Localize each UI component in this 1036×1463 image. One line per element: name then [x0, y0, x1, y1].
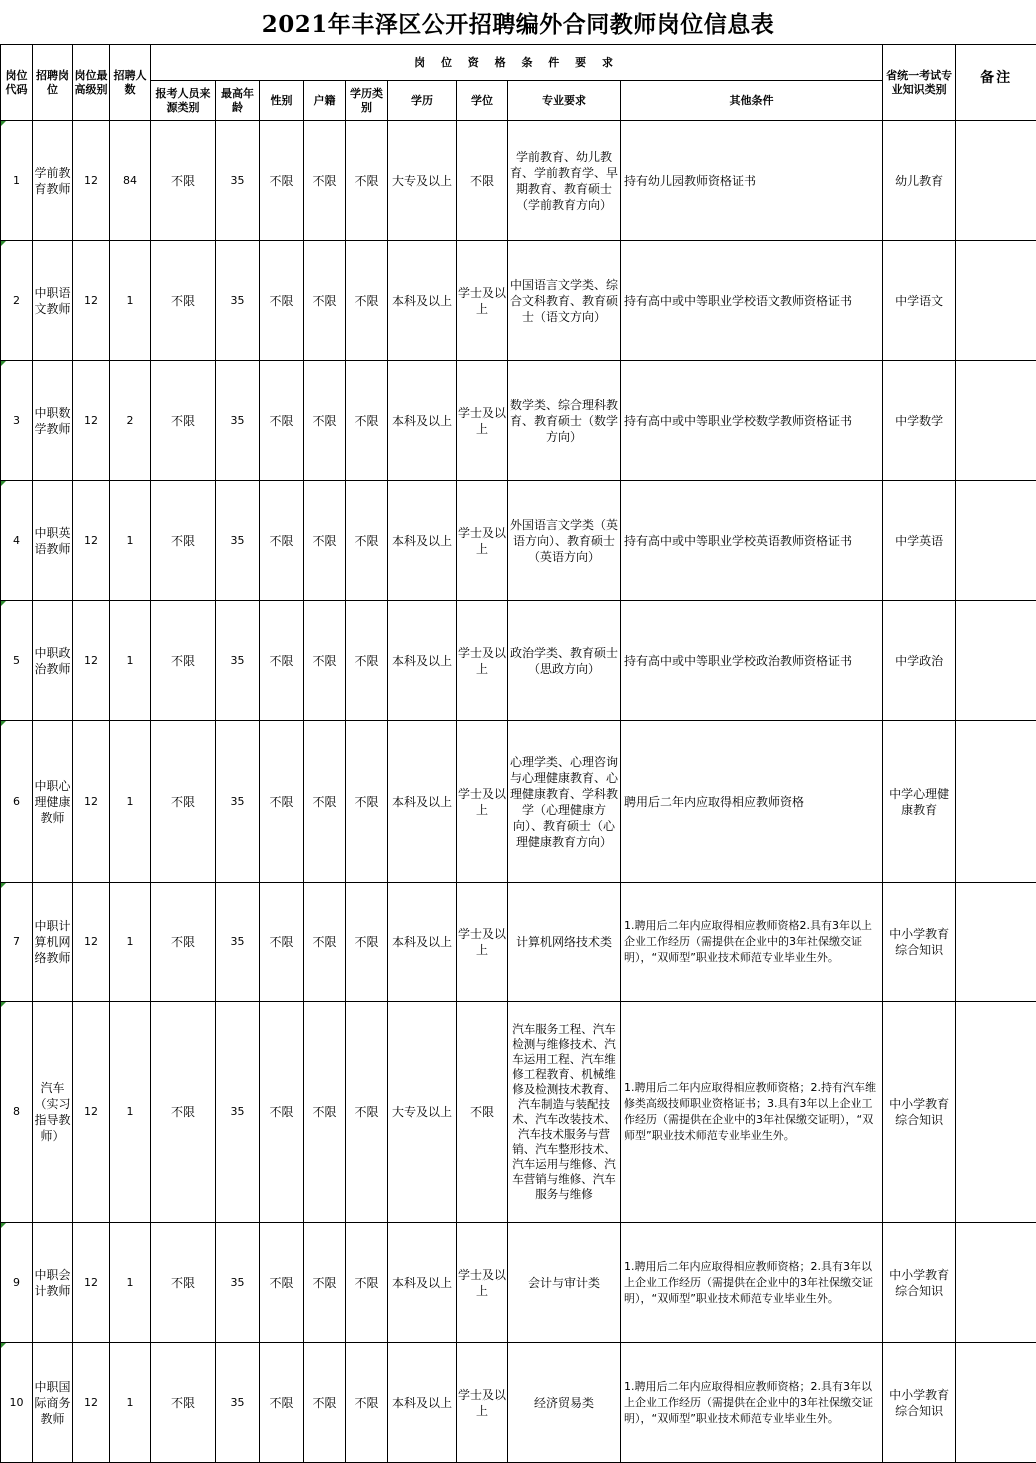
- row-gender: 不限: [260, 361, 304, 481]
- row-level: 12: [73, 1002, 110, 1223]
- row-gender: 不限: [260, 601, 304, 721]
- row-count: 84: [110, 121, 151, 241]
- row-education: 大专及以上: [388, 1002, 457, 1223]
- row-remark: [956, 1343, 1036, 1463]
- row-remark: [956, 361, 1036, 481]
- row-level: 12: [73, 1223, 110, 1343]
- row-level: 12: [73, 601, 110, 721]
- row-code: 6: [1, 721, 33, 883]
- header-requirements-group: 岗 位 资 格 条 件 要 求: [151, 45, 883, 81]
- row-remark: [956, 481, 1036, 601]
- row-code: 2: [1, 241, 33, 361]
- header-post: 招聘岗位: [33, 45, 73, 121]
- row-source: 不限: [151, 1223, 216, 1343]
- row-degree: 学士及以上: [457, 361, 508, 481]
- header-degree: 学位: [457, 81, 508, 121]
- row-source: 不限: [151, 121, 216, 241]
- row-age: 35: [216, 1002, 260, 1223]
- row-gender: 不限: [260, 121, 304, 241]
- row-other: 1.聘用后二年内应取得相应教师资格；2.具有3年以上企业工作经历（需提供在企业中的3年社保缴交证明），“双师型”职业技术师范专业毕业生外。: [621, 1343, 883, 1463]
- table-row: [1, 1343, 1036, 1463]
- row-gender: 不限: [260, 481, 304, 601]
- row-education: 本科及以上: [388, 481, 457, 601]
- row-hukou: 不限: [304, 601, 346, 721]
- row-post: 汽车（实习指导教师）: [33, 1002, 73, 1223]
- row-post: 学前教育教师: [33, 121, 73, 241]
- row-education: 本科及以上: [388, 883, 457, 1002]
- row-post: 中职语文教师: [33, 241, 73, 361]
- row-degree: 不限: [457, 121, 508, 241]
- row-education: 本科及以上: [388, 1343, 457, 1463]
- row-edu-type: 不限: [346, 1223, 388, 1343]
- row-edu-type: 不限: [346, 1343, 388, 1463]
- header-education: 学历: [388, 81, 457, 121]
- row-source: 不限: [151, 361, 216, 481]
- row-code: 1: [1, 121, 33, 241]
- row-level: 12: [73, 361, 110, 481]
- row-age: 35: [216, 601, 260, 721]
- row-degree: 学士及以上: [457, 241, 508, 361]
- row-source: 不限: [151, 481, 216, 601]
- table-row: [1, 481, 1036, 601]
- row-major: 会计与审计类: [508, 1223, 621, 1343]
- header-major: 专业要求: [508, 81, 621, 121]
- row-age: 35: [216, 361, 260, 481]
- row-age: 35: [216, 883, 260, 1002]
- row-level: 12: [73, 121, 110, 241]
- row-education: 本科及以上: [388, 721, 457, 883]
- row-major: 中国语言文学类、综合文科教育、教育硕士（语文方向）: [508, 241, 621, 361]
- row-exam-category: 中学语文: [883, 241, 956, 361]
- row-age: 35: [216, 721, 260, 883]
- table-row: [1, 121, 1036, 241]
- row-other: 持有幼儿园教师资格证书: [621, 121, 883, 241]
- table-row: [1, 883, 1036, 1002]
- row-level: 12: [73, 481, 110, 601]
- row-post: 中职国际商务教师: [33, 1343, 73, 1463]
- job-info-table: [0, 44, 1036, 1463]
- row-exam-category: 中小学教育综合知识: [883, 1343, 956, 1463]
- row-level: 12: [73, 721, 110, 883]
- table-row: [1, 361, 1036, 481]
- header-age: 最高年龄: [216, 81, 260, 121]
- row-major: 政治学类、教育硕士（思政方向）: [508, 601, 621, 721]
- row-remark: [956, 241, 1036, 361]
- row-other: 持有高中或中等职业学校英语教师资格证书: [621, 481, 883, 601]
- row-remark: [956, 121, 1036, 241]
- row-code: 3: [1, 361, 33, 481]
- row-degree: 学士及以上: [457, 601, 508, 721]
- row-other: 1.聘用后二年内应取得相应教师资格2.具有3年以上企业工作经历（需提供在企业中的3年社保缴交证明），“双师型”职业技术师范专业毕业生外。: [621, 883, 883, 1002]
- row-post: 中职政治教师: [33, 601, 73, 721]
- row-level: 12: [73, 241, 110, 361]
- row-code: 9: [1, 1223, 33, 1343]
- page-title: 2021年丰泽区公开招聘编外合同教师岗位信息表: [0, 0, 1036, 44]
- row-level: 12: [73, 883, 110, 1002]
- header-hukou: 户籍: [304, 81, 346, 121]
- table-row: [1, 1223, 1036, 1343]
- row-source: 不限: [151, 601, 216, 721]
- row-exam-category: 幼儿教育: [883, 121, 956, 241]
- row-hukou: 不限: [304, 721, 346, 883]
- row-code: 8: [1, 1002, 33, 1223]
- row-count: 1: [110, 1223, 151, 1343]
- row-hukou: 不限: [304, 883, 346, 1002]
- row-code: 5: [1, 601, 33, 721]
- row-gender: 不限: [260, 721, 304, 883]
- row-remark: [956, 601, 1036, 721]
- row-edu-type: 不限: [346, 883, 388, 1002]
- row-code: 4: [1, 481, 33, 601]
- row-code: 10: [1, 1343, 33, 1463]
- header-exam-category: 省统一考试专业知识类别: [883, 45, 956, 121]
- row-level: 12: [73, 1343, 110, 1463]
- row-hukou: 不限: [304, 121, 346, 241]
- row-degree: 学士及以上: [457, 1343, 508, 1463]
- row-edu-type: 不限: [346, 361, 388, 481]
- row-count: 1: [110, 721, 151, 883]
- row-major: 外国语言文学类（英语方向）、教育硕士（英语方向）: [508, 481, 621, 601]
- row-other: 持有高中或中等职业学校数学教师资格证书: [621, 361, 883, 481]
- row-edu-type: 不限: [346, 601, 388, 721]
- row-age: 35: [216, 121, 260, 241]
- row-major: 学前教育、幼儿教育、学前教育学、早期教育、教育硕士（学前教育方向）: [508, 121, 621, 241]
- row-count: 1: [110, 883, 151, 1002]
- row-edu-type: 不限: [346, 241, 388, 361]
- row-post: 中职会计教师: [33, 1223, 73, 1343]
- row-source: 不限: [151, 1002, 216, 1223]
- row-edu-type: 不限: [346, 1002, 388, 1223]
- table-row: [1, 241, 1036, 361]
- row-edu-type: 不限: [346, 121, 388, 241]
- row-remark: [956, 883, 1036, 1002]
- row-remark: [956, 1002, 1036, 1223]
- row-source: 不限: [151, 883, 216, 1002]
- row-other: 持有高中或中等职业学校语文教师资格证书: [621, 241, 883, 361]
- row-remark: [956, 1223, 1036, 1343]
- row-remark: [956, 721, 1036, 883]
- row-major: 心理学类、心理咨询与心理健康教育、心理健康教育、学科教学（心理健康方向）、教育硕士（心理健康教育方向）: [508, 721, 621, 883]
- row-education: 本科及以上: [388, 241, 457, 361]
- row-degree: 不限: [457, 1002, 508, 1223]
- row-other: 1.聘用后二年内应取得相应教师资格；2.持有汽车维修类高级技师职业资格证书；3.具有3年以上企业工作经历（需提供在企业中的3年社保缴交证明），“双师型”职业技术师范专业毕业生外。: [621, 1002, 883, 1223]
- row-age: 35: [216, 481, 260, 601]
- table-row: [1, 1002, 1036, 1223]
- row-gender: 不限: [260, 1223, 304, 1343]
- row-post: 中职计算机网络教师: [33, 883, 73, 1002]
- header-level: 岗位最高级别: [73, 45, 110, 121]
- row-source: 不限: [151, 241, 216, 361]
- row-major: 数学类、综合理科教育、教育硕士（数学方向）: [508, 361, 621, 481]
- row-count: 1: [110, 1002, 151, 1223]
- header-edu-type: 学历类别: [346, 81, 388, 121]
- row-other: 持有高中或中等职业学校政治教师资格证书: [621, 601, 883, 721]
- row-code: 7: [1, 883, 33, 1002]
- row-gender: 不限: [260, 883, 304, 1002]
- row-age: 35: [216, 241, 260, 361]
- row-education: 大专及以上: [388, 121, 457, 241]
- row-exam-category: 中小学教育综合知识: [883, 1223, 956, 1343]
- row-other: 聘用后二年内应取得相应教师资格: [621, 721, 883, 883]
- row-hukou: 不限: [304, 1223, 346, 1343]
- row-gender: 不限: [260, 1343, 304, 1463]
- header-gender: 性别: [260, 81, 304, 121]
- row-edu-type: 不限: [346, 481, 388, 601]
- row-age: 35: [216, 1223, 260, 1343]
- row-exam-category: 中学心理健康教育: [883, 721, 956, 883]
- row-education: 本科及以上: [388, 601, 457, 721]
- header-code: 岗位代码: [1, 45, 33, 121]
- row-hukou: 不限: [304, 361, 346, 481]
- header-remark: 备注: [956, 45, 1036, 121]
- row-education: 本科及以上: [388, 361, 457, 481]
- row-education: 本科及以上: [388, 1223, 457, 1343]
- row-count: 2: [110, 361, 151, 481]
- row-count: 1: [110, 1343, 151, 1463]
- row-count: 1: [110, 241, 151, 361]
- header-other: 其他条件: [621, 81, 883, 121]
- row-source: 不限: [151, 1343, 216, 1463]
- row-count: 1: [110, 481, 151, 601]
- row-source: 不限: [151, 721, 216, 883]
- row-exam-category: 中学政治: [883, 601, 956, 721]
- table-row: [1, 721, 1036, 883]
- row-other: 1.聘用后二年内应取得相应教师资格；2.具有3年以上企业工作经历（需提供在企业中的3年社保缴交证明），“双师型”职业技术师范专业毕业生外。: [621, 1223, 883, 1343]
- row-exam-category: 中学英语: [883, 481, 956, 601]
- row-hukou: 不限: [304, 1343, 346, 1463]
- row-hukou: 不限: [304, 1002, 346, 1223]
- row-major: 汽车服务工程、汽车检测与维修技术、汽车运用工程、汽车维修工程教育、机械维修及检测技术教育、汽车制造与装配技术、汽车改装技术、汽车技术服务与营销、汽车整形技术、汽车运用与维修、汽车营销与维修、汽车服务与维修: [508, 1002, 621, 1223]
- row-degree: 学士及以上: [457, 883, 508, 1002]
- row-degree: 学士及以上: [457, 481, 508, 601]
- row-hukou: 不限: [304, 241, 346, 361]
- row-exam-category: 中学数学: [883, 361, 956, 481]
- row-hukou: 不限: [304, 481, 346, 601]
- row-post: 中职心理健康教师: [33, 721, 73, 883]
- row-post: 中职数学教师: [33, 361, 73, 481]
- row-exam-category: 中小学教育综合知识: [883, 1002, 956, 1223]
- row-edu-type: 不限: [346, 721, 388, 883]
- row-degree: 学士及以上: [457, 1223, 508, 1343]
- row-major: 计算机网络技术类: [508, 883, 621, 1002]
- row-age: 35: [216, 1343, 260, 1463]
- row-post: 中职英语教师: [33, 481, 73, 601]
- row-gender: 不限: [260, 1002, 304, 1223]
- row-degree: 学士及以上: [457, 721, 508, 883]
- row-count: 1: [110, 601, 151, 721]
- header-count: 招聘人数: [110, 45, 151, 121]
- row-exam-category: 中小学教育综合知识: [883, 883, 956, 1002]
- row-gender: 不限: [260, 241, 304, 361]
- header-source: 报考人员来源类别: [151, 81, 216, 121]
- table-row: [1, 601, 1036, 721]
- row-major: 经济贸易类: [508, 1343, 621, 1463]
